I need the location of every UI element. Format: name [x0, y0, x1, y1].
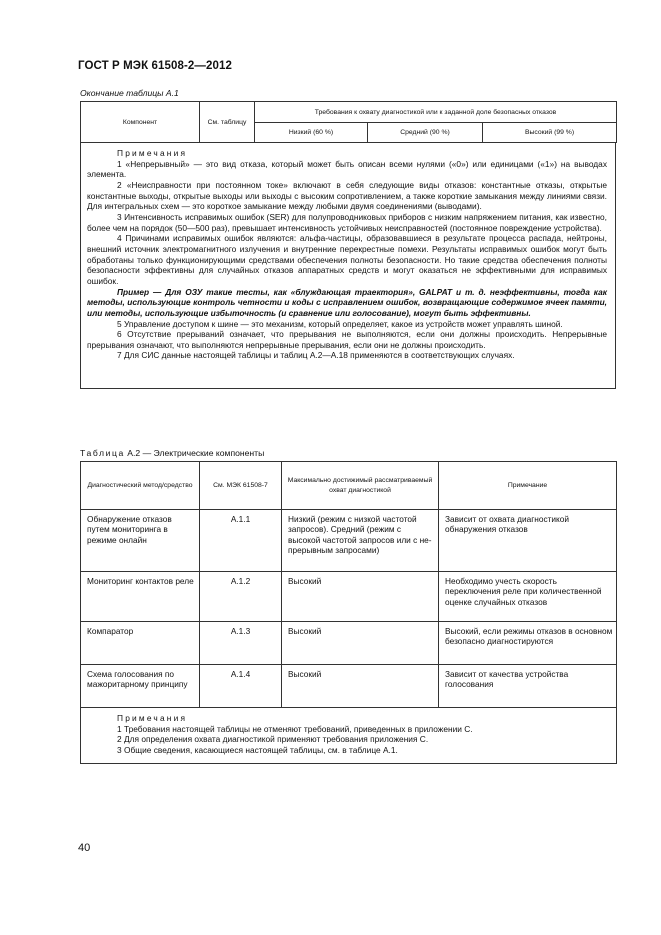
cell-note: Необходимо учесть скорость переключения реле при количественной оценке случайных отказов	[439, 572, 617, 622]
note-3: 3 Общие сведения, касающиеся настоящей таблицы, см. в таблице А.1.	[117, 744, 398, 755]
col-requirements: Требования к охвату диагностикой или к заданной доле безопасных отказов	[255, 102, 617, 123]
table-a2-notes-row	[81, 708, 617, 764]
note-7: 7 Для СИС данные настоящей таблицы и таблиц А.2—А.18 применяются в соответствующих случаях.	[117, 350, 515, 361]
cell-see: А.1.4	[200, 665, 282, 708]
cell-max: Высокий	[282, 572, 439, 622]
note-4: 4 Причинами исправимых ошибок являются: альфа-частицы, образовавшиеся в результате процесса распада, нейтроны, внешний источник электромагнитного излучения и внутренние перекрестные помехи. Результаты исправимых ошибок могут быть обработаны только функционирующими средствами обеспечения полноты безопасности. Но такие средства обеспечения полноты безопасности эффективны для случайных отказов аппаратных средств и могут оказаться не эффективными для исправимых ошибок.	[87, 233, 607, 286]
col-max-coverage: Максимально достижимый рассматриваемый охват диагностикой	[282, 462, 439, 510]
notes-title: Примечания	[117, 148, 188, 158]
table-row	[81, 665, 617, 708]
table-a2-caption	[80, 448, 264, 458]
table-a1-notes	[80, 143, 616, 389]
cell-note: Высокий, если режимы отказов в основном безопасно диагностируются	[439, 622, 617, 665]
col-medium: Средний (90 %)	[368, 123, 483, 143]
table-a2	[80, 461, 617, 764]
note-2: 2 «Неисправности при постоянном токе» включают в себя следующие виды отказов: константные отказы, открытые константные выходы, открытые выходы или выходы с высоким сопротивлением, а также короткие замыкания между линиями связи. Для интегральных схем — это короткое замыкание между любыми двумя соединениями (выводами).	[87, 179, 607, 212]
cell-max: Высокий	[282, 622, 439, 665]
cell-see: А.1.1	[200, 510, 282, 572]
table-a2-notes	[81, 708, 617, 764]
col-low: Низкий (60 %)	[255, 123, 368, 143]
cell-method: Мониторинг контактов реле	[81, 572, 200, 622]
cell-method: Компаратор	[81, 622, 200, 665]
notes-title: Примечания	[117, 713, 188, 723]
cell-method: Обнаружение отказов путем мониторинга в режиме онлайн	[81, 510, 200, 572]
cell-see: А.1.3	[200, 622, 282, 665]
table-row	[81, 510, 617, 572]
cell-max: Низкий (режим с низкой частотой запросов). Средний (режим с высокой частотой запросов или с непрерывным запросами)	[282, 510, 439, 572]
note-1: 1 «Непрерывный» — это вид отказа, который может быть описан всеми нулями («0») или единицами («1») на выводах элемента.	[87, 158, 607, 180]
cell-note: Зависит от охвата диагностикой обнаружения отказов	[439, 510, 617, 572]
note-6: 6 Отсутствие прерываний означает, что прерывания не выполняются, если они должны происходить. Непрерывные прерывания означают, что выполняются непрерывные прерывания, если они не должны происходить.	[87, 329, 607, 350]
col-note: Примечание	[439, 462, 617, 510]
document-header: ГОСТ Р МЭК 61508-2—2012	[78, 60, 232, 72]
col-see-table: См. таблицу	[200, 102, 255, 143]
col-see: См. МЭК 61508-7	[200, 462, 282, 510]
caption-title: А.2 — Электрические компоненты	[124, 448, 265, 458]
note-1: 1 Требования настоящей таблицы не отменяют требований, приведенных в приложении С.	[117, 723, 473, 734]
table-a1-header	[80, 101, 617, 143]
page-number: 40	[78, 842, 91, 854]
table-row	[81, 622, 617, 665]
note-5: 5 Управление доступом к шине — это механизм, который определяет, какое из устройств может управлять шиной.	[117, 318, 563, 329]
col-component: Компонент	[81, 102, 200, 143]
col-method: Диагностический метод/средство	[81, 462, 200, 510]
cell-note: Зависит от качества устройства голосования	[439, 665, 617, 708]
note-3: 3 Интенсивность исправимых ошибок (SER) для полупроводниковых приборов с низким напряжением питания, как известно, более чем на порядок (50—500 раз), превышает интенсивность устойчивых неисправностей (постоянное повреждение устройства).	[87, 211, 607, 233]
note-2: 2 Для определения охвата диагностикой применяют требования приложения С.	[117, 734, 429, 744]
table-a1-continuation-caption: Окончание таблицы А.1	[80, 88, 179, 98]
col-high: Высокий (99 %)	[483, 123, 617, 143]
cell-max: Высокий	[282, 665, 439, 708]
cell-see: А.1.2	[200, 572, 282, 622]
cell-method: Схема голосования по мажоритарному принципу	[81, 665, 200, 708]
note-example: Пример — Для ОЗУ такие тесты, как «блуждающая траектория», GALPAT и т. д. неэффективны, тогда как методы, использующие контроль четности и коды с исправлением ошибок, возвращающие содержимое ячеек памяти, или методы, использующие избыточность (и сравнение или голосование), могут быть эффективны.	[87, 286, 607, 318]
table-row	[81, 572, 617, 622]
caption-label: Таблица	[80, 448, 125, 458]
